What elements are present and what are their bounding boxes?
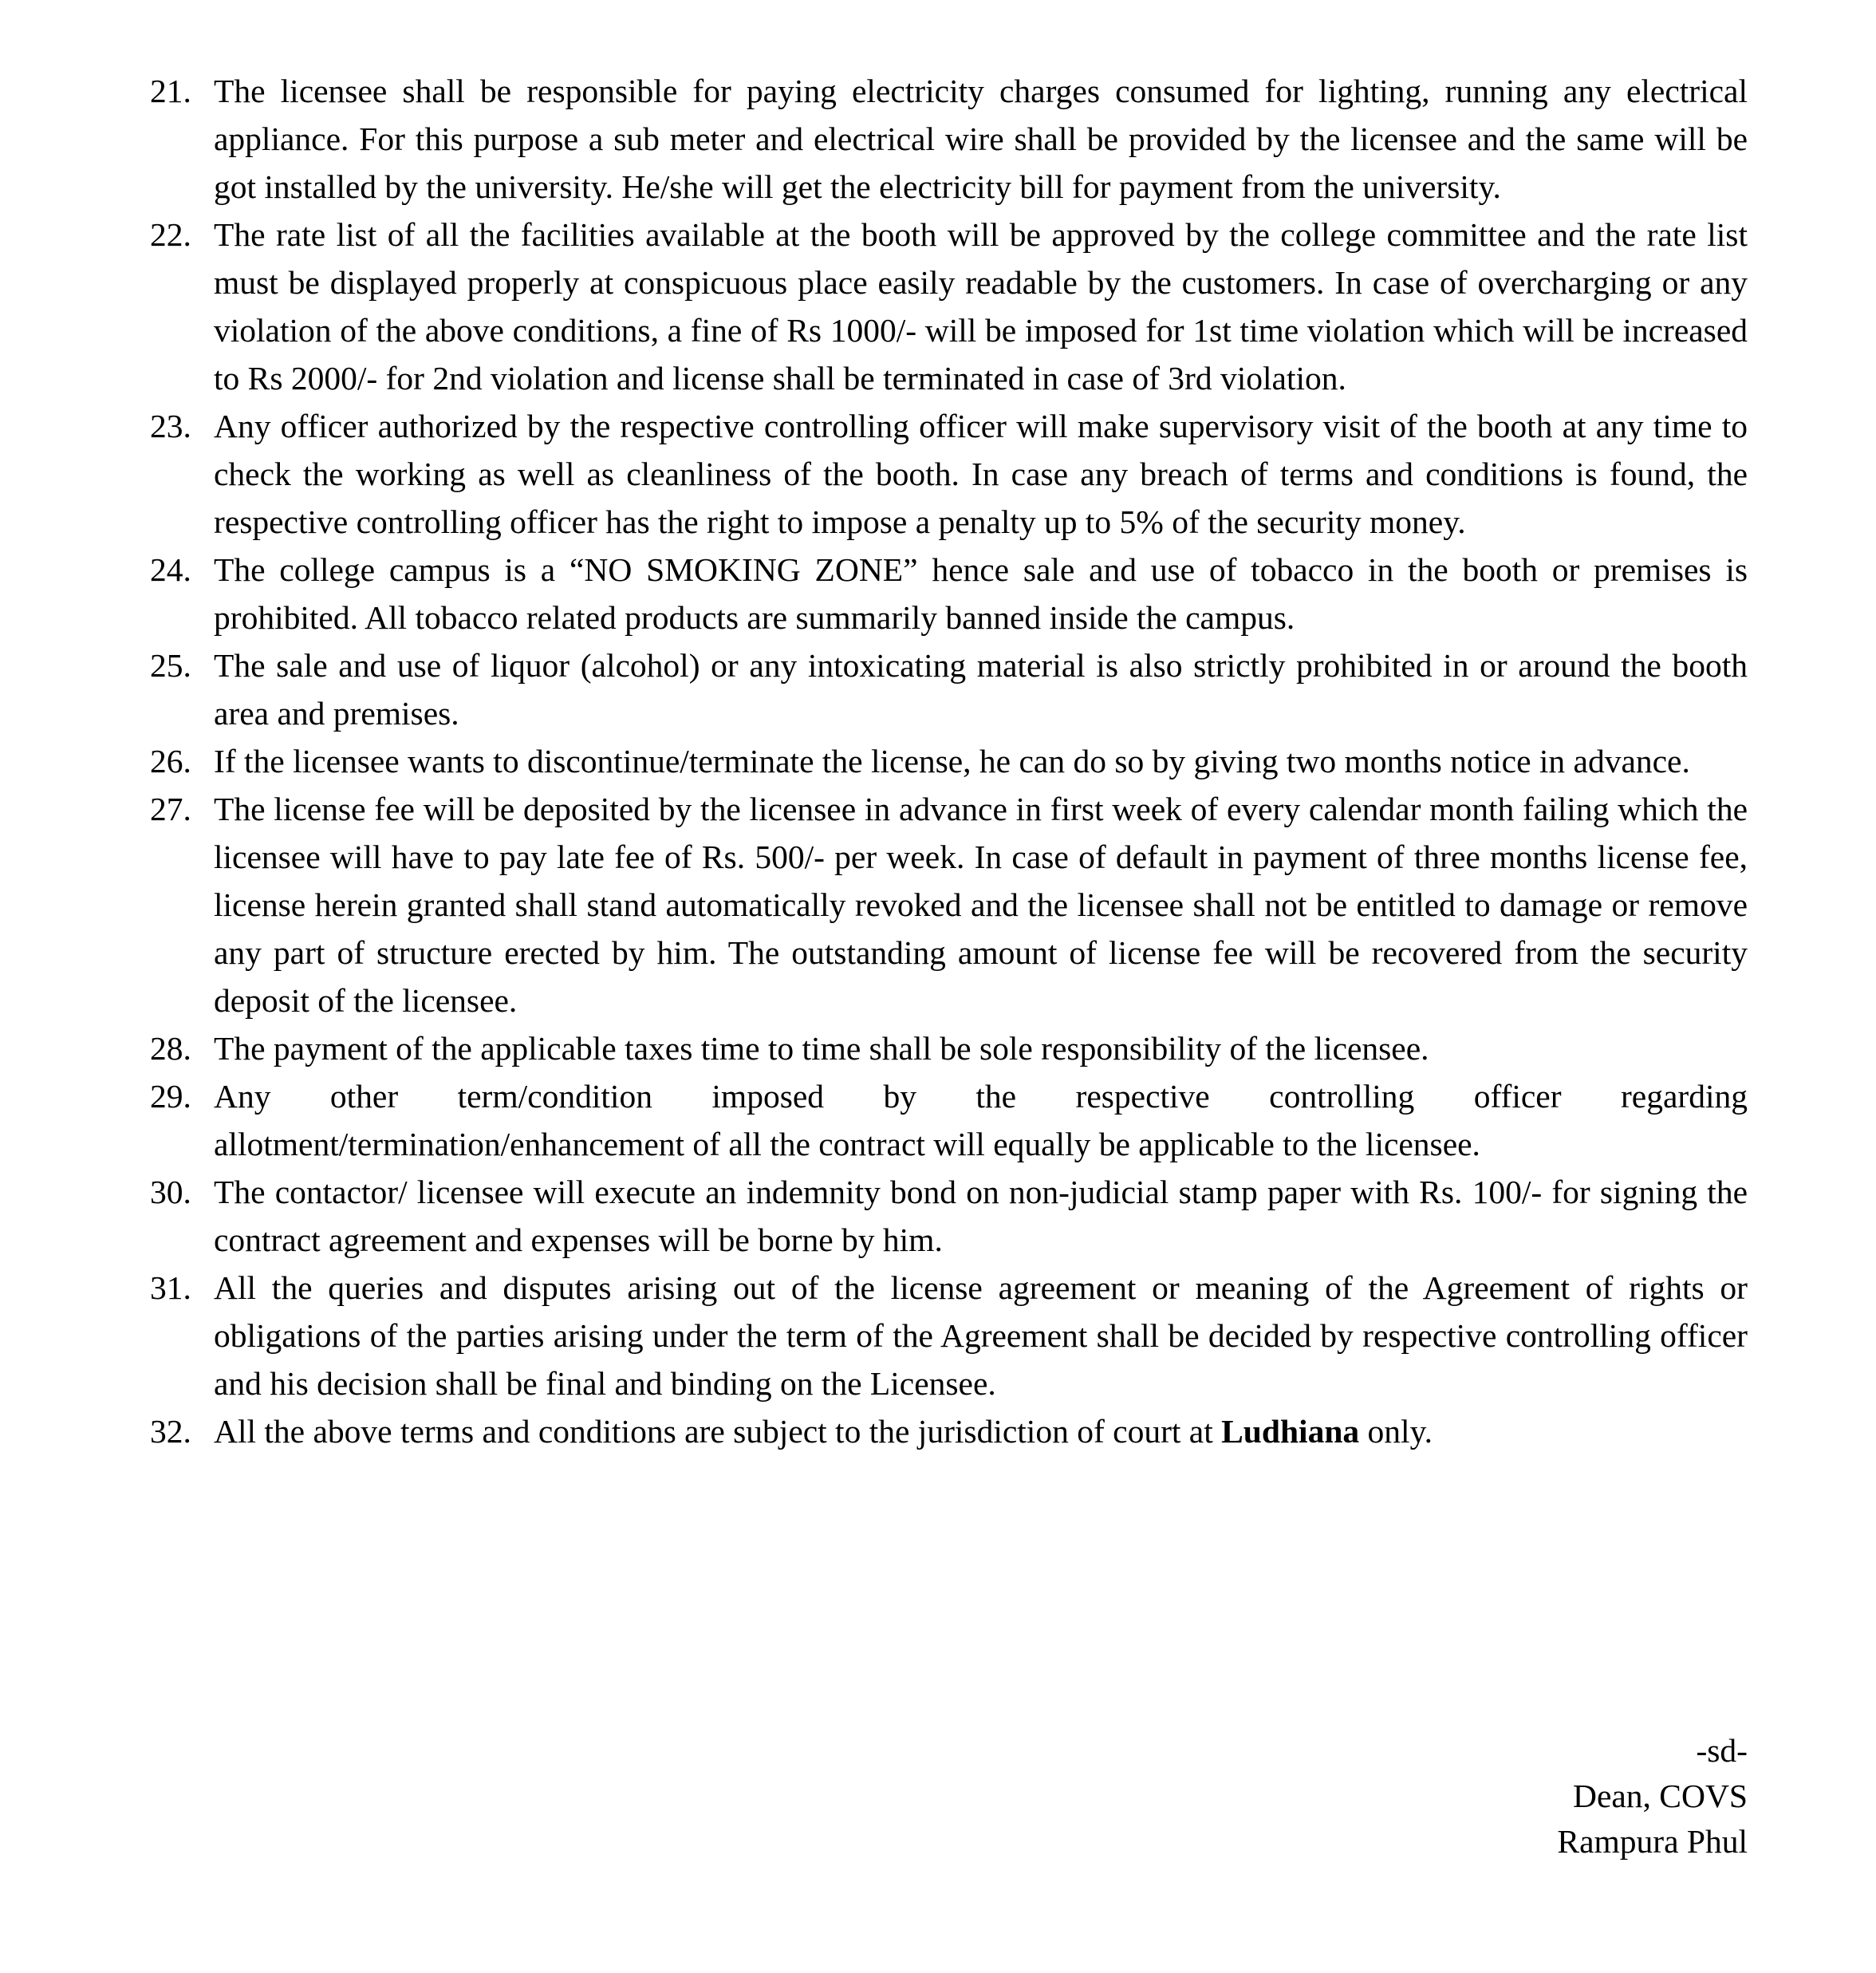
clause-number: 32. [150, 1413, 191, 1450]
clause-item [150, 402, 1748, 546]
clause-number: 29. [150, 1078, 191, 1115]
clause-item [150, 1168, 1748, 1264]
clause-text: Any officer authorized by the respective controlling officer will make supervisory visit of the booth at any time to check the working as well as cleanliness of the booth. In case any breach of terms and conditions is found, the respective controlling officer has the right to impose a penalty up to 5% of the security money. [214, 408, 1748, 540]
clause-text: The license fee will be deposited by the licensee in advance in first week of every calendar month failing which the licensee will have to pay late fee of Rs. 500/- per week. In case of default in payment of three months license fee, license herein granted shall stand automatically revoked and the licensee shall not be entitled to damage or remove any part of structure erected by him. The outstanding amount of license fee will be recovered from the security deposit of the licensee. [214, 791, 1748, 1019]
clause-number: 31. [150, 1269, 191, 1306]
clause-text: The college campus is a “NO SMOKING ZONE” hence sale and use of tobacco in the booth or premises is prohibited. All tobacco related products are summarily banned inside the campus. [214, 551, 1748, 636]
clause-text: The rate list of all the facilities available at the booth will be approved by the college committee and the rate list must be displayed properly at conspicuous place easily readable by the customers. In case of overcharging or any violation of the above conditions, a fine of Rs 1000/- will be imposed for 1st time violation which will be increased to Rs 2000/- for 2nd violation and license shall be terminated in case of 3rd violation. [214, 216, 1748, 397]
clause-text: The licensee shall be responsible for paying electricity charges consumed for lighting, running any electrical appliance. For this purpose a sub meter and electrical wire shall be provided by the licensee and the same will be got installed by the university. He/she will get the electricity bill for payment from the university. [214, 73, 1748, 205]
clause-text: The payment of the applicable taxes time to time shall be sole responsibility of the licensee. [214, 1030, 1429, 1067]
clause-item [150, 1264, 1748, 1407]
clause-number: 22. [150, 216, 191, 253]
clause-number: 21. [150, 73, 191, 109]
clause-text-after: only. [1359, 1413, 1433, 1450]
clause-text-before: All the above terms and conditions are subject to the jurisdiction of court at [214, 1413, 1222, 1450]
clause-text: The sale and use of liquor (alcohol) or any intoxicating material is also strictly prohibited in or around the booth area and premises. [214, 647, 1748, 732]
signature-block [1557, 1728, 1748, 1864]
clause-text: The contactor/ licensee will execute an indemnity bond on non-judicial stamp paper with Rs. 100/- for signing the contract agreement and expenses will be borne by him. [214, 1174, 1748, 1258]
clause-item [150, 546, 1748, 641]
clause-number: 28. [150, 1030, 191, 1067]
clause-item [150, 67, 1748, 211]
clause-32 [150, 1407, 1748, 1455]
clause-text: If the licensee wants to discontinue/terminate the license, he can do so by giving two months notice in advance. [214, 743, 1690, 779]
clause-number: 26. [150, 743, 191, 779]
clause-text [214, 1413, 1433, 1450]
signatory-title: Dean, COVS [1572, 1778, 1748, 1814]
clause-item [150, 211, 1748, 402]
clause-item [150, 1024, 1748, 1072]
jurisdiction-city: Ludhiana [1221, 1413, 1360, 1450]
clause-number: 24. [150, 551, 191, 588]
clause-number: 27. [150, 791, 191, 827]
clause-text: Any other term/condition imposed by the respective controlling officer regarding allotment/termination/enhancement of all the contract will equally be applicable to the licensee. [214, 1078, 1748, 1162]
clause-number: 25. [150, 647, 191, 684]
clause-item [150, 1072, 1748, 1168]
terms-list [150, 67, 1748, 1455]
clause-item [150, 737, 1748, 785]
clause-number: 23. [150, 408, 191, 444]
signed-mark: -sd- [1696, 1732, 1748, 1769]
signatory-place: Rampura Phul [1557, 1823, 1748, 1860]
clause-item [150, 785, 1748, 1024]
clause-text: All the queries and disputes arising out of the license agreement or meaning of the Agreement of rights or obligations of the parties arising under the term of the Agreement shall be decided by respective controlling officer and his decision shall be final and binding on the Licensee. [214, 1269, 1748, 1402]
clause-number: 30. [150, 1174, 191, 1210]
clause-item [150, 641, 1748, 737]
